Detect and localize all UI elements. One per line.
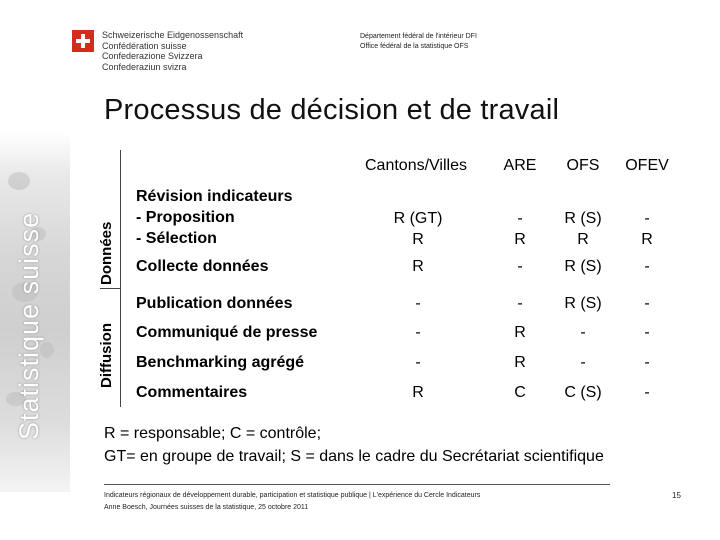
page-number: 15: [672, 491, 681, 500]
table-cell: -: [415, 354, 421, 371]
table-cell: R: [412, 258, 424, 275]
row-label-communique: Communiqué de presse: [136, 324, 318, 341]
group-divider-horizontal: [100, 288, 120, 289]
table-cell: -: [644, 354, 650, 371]
cell-line: R: [514, 231, 526, 248]
column-header-cantons: Cantons/Villes: [365, 157, 467, 174]
table-cell: [490, 208, 550, 250]
legend-line-2: GT= en groupe de travail; S = dans le cadre du Secrétariat scientifique: [104, 448, 604, 465]
confederation-line: Confederazione Svizzera: [102, 51, 203, 61]
office-name: Office fédéral de la statistique OFS: [360, 43, 469, 50]
footer: [104, 490, 480, 514]
table-cell: -: [644, 324, 650, 341]
row-label-benchmarking: Benchmarking agrégé: [136, 354, 305, 371]
row-label-line: - Sélection: [136, 230, 217, 247]
confederation-line: Confederaziun svizra: [102, 61, 187, 72]
table-cell: R (S): [564, 295, 602, 312]
cell-line: R (S): [564, 210, 602, 227]
table-cell: [388, 208, 448, 250]
table-cell: R: [514, 324, 526, 341]
table-cell: R: [412, 384, 424, 401]
side-brand-text: Statistique suisse: [14, 211, 44, 440]
group-label-donnees: Données: [98, 221, 115, 285]
table-cell: C: [514, 384, 526, 401]
table-cell: [553, 208, 613, 250]
cell-line: R: [412, 231, 424, 248]
cell-line: -: [644, 210, 650, 227]
row-label-revision: [136, 186, 293, 249]
table-cell: -: [644, 384, 650, 401]
legend: [104, 422, 604, 468]
row-label-line: Révision indicateurs: [136, 188, 293, 205]
table-cell: -: [517, 295, 523, 312]
table-cell: -: [580, 354, 586, 371]
table-cell: -: [580, 324, 586, 341]
table-cell: -: [517, 258, 523, 275]
column-header-ofev: OFEV: [625, 157, 669, 174]
row-label-collecte: Collecte données: [136, 258, 269, 275]
swiss-flag-icon: [72, 30, 94, 52]
column-header-are: ARE: [503, 157, 537, 174]
cell-line: -: [517, 210, 523, 227]
cell-line: R: [641, 231, 653, 248]
group-label-diffusion: Diffusion: [98, 323, 115, 388]
row-label-line: - Proposition: [136, 209, 235, 226]
department-block: [360, 32, 477, 52]
cell-line: R (GT): [393, 210, 443, 227]
table-cell: R (S): [564, 258, 602, 275]
table-cell: [617, 208, 677, 250]
table-cell: -: [415, 324, 421, 341]
row-label-commentaires: Commentaires: [136, 384, 248, 401]
footer-divider: [104, 484, 610, 485]
footer-line-1: Indicateurs régionaux de développement durable, participation et statistique publique | L'expérience du Cercle Indicateurs: [104, 492, 481, 499]
confederation-line: Schweizerische Eidgenossenschaft: [102, 30, 244, 40]
cell-line: R: [577, 231, 589, 248]
legend-line-1: R = responsable; C = contrôle;: [104, 425, 322, 442]
department-name: Département fédéral de l'intérieur DFI: [360, 33, 477, 40]
confederation-names: [102, 30, 243, 72]
table-cell: -: [415, 295, 421, 312]
table-cell: -: [644, 258, 650, 275]
column-header-ofs: OFS: [566, 157, 600, 174]
group-divider-vertical: [120, 150, 121, 407]
footer-line-2: Anne Boesch, Journées suisses de la statistique, 25 octobre 2011: [104, 504, 309, 511]
page-title: Processus de décision et de travail: [104, 94, 560, 126]
confederation-line: Confédération suisse: [102, 40, 187, 51]
table-cell: -: [644, 295, 650, 312]
row-label-publication: Publication données: [136, 295, 293, 312]
table-cell: C (S): [564, 384, 602, 401]
table-cell: R: [514, 354, 526, 371]
